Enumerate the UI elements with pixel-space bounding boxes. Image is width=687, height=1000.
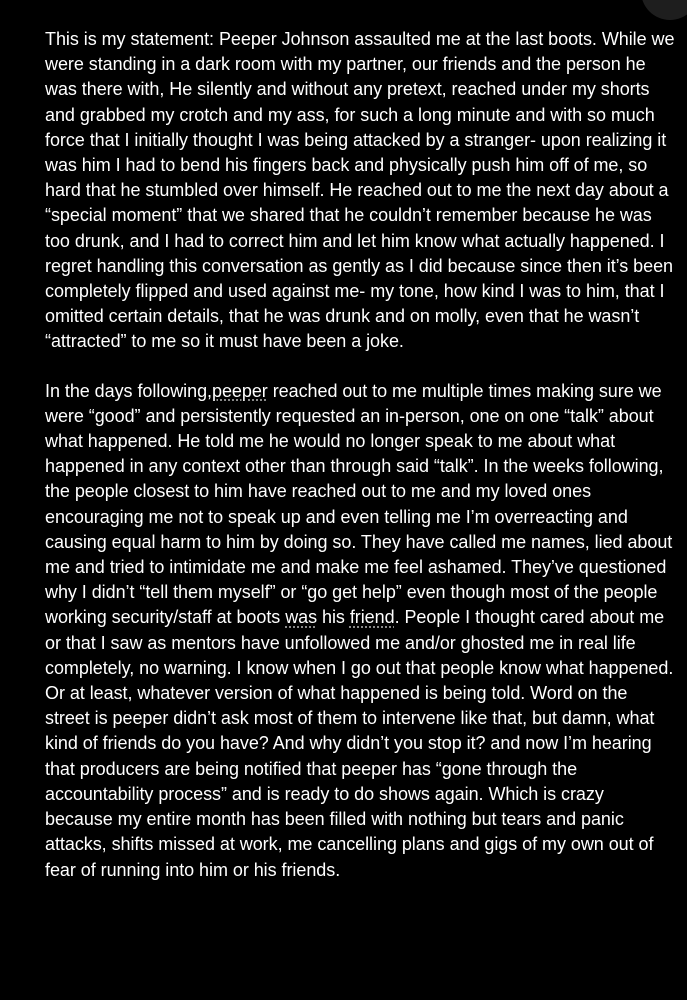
spellcheck-word-friend[interactable]: friend [349, 607, 395, 628]
paragraph-1: This is my statement: Peeper Johnson assaulted me at the last boots. While we were standing in a dark room with my partner, our friends and the person he was there with, He silently and without any pretext, reached under my shorts and grabbed my crotch and my ass, for such a long minute and with so much force that I initially thought I was being attacked by a stranger- upon realizing it was him I had to bend his fingers back and physically push him off of me, so hard that he stumbled over himself. He reached out to me the next day about a “special moment” that we shared that he couldn’t remember because he was too drunk, and I had to correct him and let him know what actually happened. I regret handling this conversation as gently as I did because since then it’s been completely flipped and used against me- my tone, how kind I was to him, that I omitted certain details, that he was drunk and on molly, even that he wasn’t “attracted” to me so it must have been a joke. [45, 29, 675, 352]
spellcheck-word-was[interactable]: was [285, 607, 318, 628]
spellcheck-word-peeper[interactable]: peeper [212, 380, 268, 401]
paragraph-2-text-a: In the days following, [45, 380, 212, 401]
paragraph-2 [45, 379, 675, 883]
paragraph-2-text-b: reached out to me multiple times making sure we were “good” and persistently requested an in-person, one on one “talk” about what happened. He told me he would no longer speak to me about what happened in any context other than through said “talk”. In the weeks following, the people closest to him have reached out to me and my loved ones encouraging me not to speak up and even telling me I’m overreacting and causing equal harm to him by doing so. They have called me names, lied about me and tried to intimidate me and make me feel ashamed. They’ve questioned why I didn’t “tell them myself” or “go get help” even though most of the people working security/staff at boots [45, 380, 673, 628]
paragraph-2-text-d: . People I thought cared about me or that I saw as mentors have unfollowed me and/or ghosted me in real life completely, no warning. I know when I go out that people know what happened. Or at least, whatever version of what happened is being told. Word on the street is peeper didn’t ask most of them to intervene like that, but damn, what kind of friends do you have? And why didn’t you stop it? and now I’m hearing that producers are being notified that peeper has “gone through the accountability process” and is ready to do shows again. Which is crazy because my entire month has been filled with nothing but tears and panic attacks, shifts missed at work, me cancelling plans and gigs of my own out of fear of running into him or his friends. [45, 607, 674, 880]
paragraph-2-text-c: his [317, 607, 350, 628]
statement-text [45, 27, 675, 883]
corner-button[interactable] [641, 0, 687, 20]
